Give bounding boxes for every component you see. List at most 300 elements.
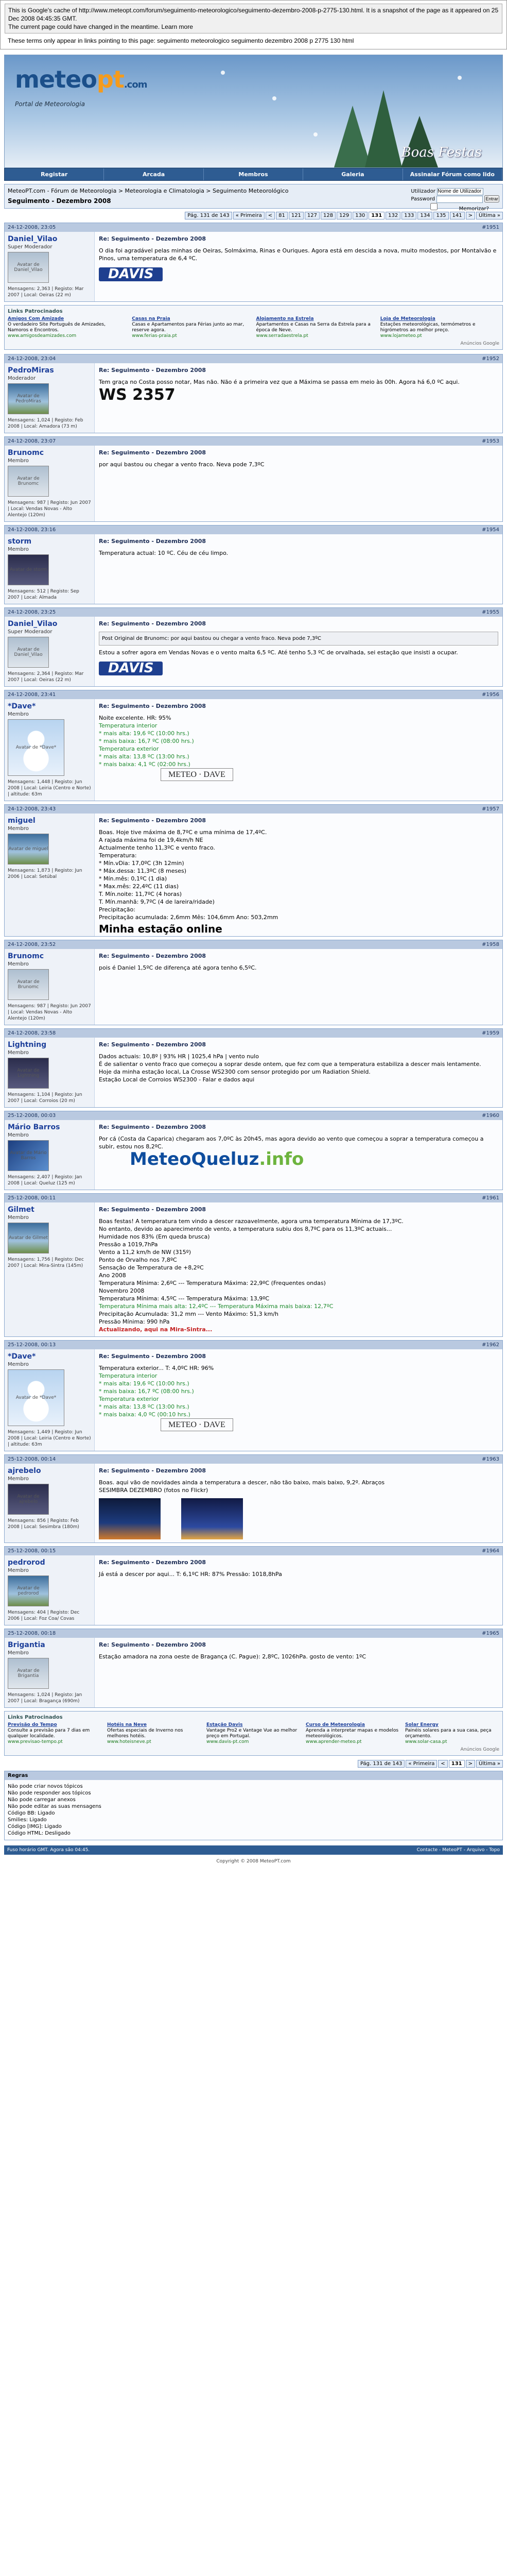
author-meta: Mensagens: 1,024 | Registo: Feb 2008 | Local: Amadora (73 m) bbox=[8, 418, 83, 429]
author-meta: Mensagens: 2,363 | Registo: Mar 2007 | Local: Oeiras (22 m) bbox=[8, 286, 84, 298]
post-title: Re: Seguimento - Dezembro 2008 bbox=[99, 1641, 206, 1648]
post-title: Re: Seguimento - Dezembro 2008 bbox=[99, 235, 206, 242]
page-prev[interactable]: < bbox=[438, 1760, 447, 1768]
post-line: * Max.mês: 22,4ºC (11 dias) bbox=[99, 883, 179, 890]
snowflake-icon bbox=[458, 76, 462, 80]
avatar: Avatar de Brunomc bbox=[8, 466, 49, 497]
author-rank: Moderador bbox=[8, 376, 36, 381]
ad-title[interactable]: Estação Davis bbox=[206, 1722, 243, 1727]
author-name[interactable]: storm bbox=[8, 537, 32, 546]
ad-item[interactable] bbox=[107, 1722, 201, 1745]
avatar: Avatar de Daniel_Vilao bbox=[8, 637, 49, 668]
post-header bbox=[5, 1629, 502, 1638]
avatar: Avatar de *Dave* bbox=[8, 719, 64, 776]
rule-line: Código BB: Ligado bbox=[8, 1810, 55, 1816]
author-rank: Membro bbox=[8, 1476, 29, 1482]
post-line: * Mín.vDia: 17,0ºC (3h 12min) bbox=[99, 860, 184, 867]
ad-url[interactable]: www.ferias-praia.pt bbox=[132, 333, 177, 338]
post-number[interactable]: #1953 bbox=[482, 438, 499, 444]
author-name[interactable]: Brunomc bbox=[8, 449, 44, 457]
page-link[interactable]: 135 bbox=[433, 212, 448, 219]
post-header bbox=[5, 1455, 502, 1464]
post-text: por aqui bastou ou chegar a vento fraco. Neva pode 7,3ºC bbox=[99, 461, 265, 468]
nav-members[interactable]: Membros bbox=[204, 168, 303, 180]
ad-title[interactable]: Curso de Meteorologia bbox=[306, 1722, 365, 1727]
author-rank: Membro bbox=[8, 547, 29, 552]
post-content bbox=[95, 1555, 502, 1625]
post-line: * Máx.dessa: 11,3ºC (8 meses) bbox=[99, 868, 187, 874]
tree-decoration bbox=[365, 90, 402, 167]
post-date: 24-12-2008, 23:07 bbox=[8, 438, 56, 444]
nav-gallery[interactable]: Galeria bbox=[303, 168, 403, 180]
post-line: T. Mín.noite: 11,7ºC (4 horas) bbox=[99, 891, 182, 897]
post-text: Noite excelente. HR: 95% bbox=[99, 715, 171, 721]
post-number[interactable]: #1956 bbox=[482, 692, 499, 698]
avatar: Avatar de ajrebelo bbox=[8, 1484, 49, 1515]
ad-title[interactable]: Previsão do Tempo bbox=[8, 1722, 57, 1727]
post-text: Boas. aqui vão de novidades ainda a temperatura a descer, não tão baixo, mais baixo, 9,2º. Abraços bbox=[99, 1479, 385, 1486]
post-line: Ano 2008 bbox=[99, 1272, 126, 1279]
post-date: 25-12-2008, 00:13 bbox=[8, 1342, 56, 1348]
post-title: Re: Seguimento - Dezembro 2008 bbox=[99, 817, 206, 824]
avatar: Avatar de Gilmet bbox=[8, 1223, 49, 1253]
author-name[interactable]: Mário Barros bbox=[8, 1123, 60, 1131]
post-date: 24-12-2008, 23:52 bbox=[8, 942, 56, 947]
post-body bbox=[5, 1555, 502, 1625]
nav-register[interactable]: Registar bbox=[5, 168, 104, 180]
forum-post bbox=[4, 1546, 503, 1625]
ad-description: Vantage Pro2 e Vantage Vue ao melhor preço em Portugal. bbox=[206, 1728, 298, 1739]
password-input[interactable] bbox=[436, 196, 483, 203]
breadcrumb-path[interactable]: MeteoPT.com - Fórum de Meteorologia > Meteorologia e Climatologia > Seguimento Meteorológico bbox=[8, 188, 289, 194]
ad-item[interactable] bbox=[206, 1722, 301, 1745]
post-line: Estação Local de Corroios WS2300 - Falar e dados aqui bbox=[99, 1076, 255, 1083]
post-date: 25-12-2008, 00:15 bbox=[8, 1548, 56, 1554]
username-label: Utilizador bbox=[411, 189, 435, 194]
ad-title[interactable]: Solar Energy bbox=[405, 1722, 439, 1727]
post-title: Re: Seguimento - Dezembro 2008 bbox=[99, 1467, 206, 1474]
post-content bbox=[95, 1464, 502, 1543]
ad-description: O verdadeiro Site Português de Amizades, Namoros e Encontros. bbox=[8, 322, 106, 333]
ad-item[interactable] bbox=[405, 1722, 499, 1745]
post-number[interactable]: #1965 bbox=[482, 1631, 499, 1636]
page-link[interactable]: 128 bbox=[321, 212, 336, 219]
post-line: Actualmente tenho 11,3ºC e vento fraco. bbox=[99, 844, 215, 851]
post-line: Novembro 2008 bbox=[99, 1287, 145, 1294]
post-number[interactable]: #1952 bbox=[482, 356, 499, 362]
author-rank: Membro bbox=[8, 711, 29, 717]
post-line: Temperatura interior bbox=[99, 1372, 158, 1379]
davis-signature-image: DAVIS bbox=[99, 267, 163, 281]
post-body bbox=[5, 949, 502, 1025]
post-line: Vento a 11,2 km/h de NW (315º) bbox=[99, 1249, 191, 1256]
page-link[interactable]: 133 bbox=[401, 212, 416, 219]
ad-description: Consulte a previsão para 7 dias em qualquer localidade. bbox=[8, 1728, 90, 1739]
post-title: Re: Seguimento - Dezembro 2008 bbox=[99, 538, 206, 545]
ad-description: Painéis solares para a sua casa, peça orçamento. bbox=[405, 1728, 492, 1739]
post-number[interactable]: #1957 bbox=[482, 806, 499, 812]
ad-url[interactable]: www.davis-pt.com bbox=[206, 1739, 249, 1744]
author-meta: Mensagens: 404 | Registo: Dec 2006 | Local: Foz Coa/ Covas bbox=[8, 1610, 80, 1621]
post-header bbox=[5, 526, 502, 534]
author-name[interactable]: Daniel_Vilao bbox=[8, 620, 58, 628]
quote-block: Post Original de Brunomc: por aqui bastou ou chegar a vento fraco. Neva pode 7,3ºC bbox=[99, 632, 498, 646]
post-author-panel bbox=[5, 232, 95, 301]
post-line: SESIMBRA DEZEMBRO (fotos no Flickr) bbox=[99, 1487, 208, 1494]
post-content bbox=[95, 534, 502, 604]
author-rank: Membro bbox=[8, 826, 29, 832]
post-line: Pressão Mínima: 990 hPa bbox=[99, 1318, 170, 1325]
password-label: Password bbox=[411, 196, 435, 202]
ad-description: Aprenda a interpretar mapas e modelos meteorológicos. bbox=[306, 1728, 399, 1739]
post-number[interactable]: #1960 bbox=[482, 1113, 499, 1118]
page-next[interactable]: > bbox=[466, 212, 475, 219]
post-number[interactable]: #1964 bbox=[482, 1548, 499, 1554]
page-current: 131 bbox=[369, 212, 384, 219]
post-content bbox=[95, 1638, 502, 1707]
meteo-dave-signature-image: METEO · DAVE bbox=[161, 768, 233, 781]
author-name[interactable]: Gilmet bbox=[8, 1206, 34, 1214]
page-last[interactable]: Última » bbox=[476, 212, 503, 219]
post-title: Re: Seguimento - Dezembro 2008 bbox=[99, 620, 206, 627]
avatar: Avatar de Daniel_Vilao bbox=[8, 252, 49, 283]
post-line: Sensação de Temperatura de +8,2ºC bbox=[99, 1264, 204, 1271]
author-meta: Mensagens: 856 | Registo: Feb 2008 | Local: Sesimbra (180m) bbox=[8, 1518, 79, 1530]
author-rank: Membro bbox=[8, 1050, 29, 1056]
post-body bbox=[5, 232, 502, 301]
ad-url[interactable]: www.previsao-tempo.pt bbox=[8, 1739, 63, 1744]
snowflake-icon bbox=[272, 96, 276, 100]
breadcrumb bbox=[4, 184, 503, 212]
ad-url[interactable]: www.lojameteo.pt bbox=[380, 333, 422, 338]
forum-post bbox=[4, 1028, 503, 1108]
post-header bbox=[5, 223, 502, 232]
avatar: Avatar de pedrorod bbox=[8, 1575, 49, 1606]
ad-header: Links Patrocinados bbox=[8, 309, 63, 314]
cache-line-1: This is Google's cache of http://www.meteopt.com/forum/seguimento-meteorologico/seguimento-dezembro-2008-p-2775-130.html. It is a snapshot of the page as it appeared on 25 Dec 2008 04:45:35 GMT. bbox=[8, 7, 499, 22]
author-meta: Mensagens: 2,407 | Registo: Jan 2008 | Local: Queluz (125 m) bbox=[8, 1175, 82, 1186]
author-name[interactable]: Daniel_Vilao bbox=[8, 235, 58, 243]
ad-url[interactable]: www.hoteisneve.pt bbox=[107, 1739, 151, 1744]
forum-post bbox=[4, 1340, 503, 1451]
forum-post bbox=[4, 1629, 503, 1708]
post-date: 25-12-2008, 00:14 bbox=[8, 1456, 56, 1462]
footer-bar bbox=[4, 1845, 503, 1855]
nav-mark-read[interactable]: Assinalar Fórum como lido bbox=[403, 168, 502, 180]
post-author-panel bbox=[5, 534, 95, 604]
post-content bbox=[95, 699, 502, 801]
cache-terms: These terms only appear in links pointing to this page: seguimento meteorologico seguimento dezembro 2008 p 2775 130 html bbox=[8, 37, 354, 44]
author-rank: Membro bbox=[8, 1568, 29, 1573]
post-author-panel bbox=[5, 814, 95, 936]
ad-title[interactable]: Alojamento na Estrela bbox=[256, 316, 314, 321]
post-text: Já está a descer por aqui... T: 6,1ºC HR: 87% Pressão: 1018,8hPa bbox=[99, 1571, 282, 1578]
sunset-photo bbox=[181, 1498, 243, 1539]
username-input[interactable] bbox=[437, 188, 483, 195]
remember-label: Memorizar? bbox=[459, 206, 489, 212]
forum-rules bbox=[4, 1771, 503, 1840]
rule-line: Não pode criar novos tópicos bbox=[8, 1784, 83, 1789]
ad-item[interactable] bbox=[306, 1722, 400, 1745]
ad-item[interactable] bbox=[380, 316, 499, 339]
post-line: * Mín.mês: 0,1ºC (1 dia) bbox=[99, 875, 167, 882]
post-line: * mais alta: 13,8 ºC (13:00 hrs.) bbox=[99, 753, 189, 760]
page-prev[interactable]: < bbox=[266, 212, 275, 219]
page-link[interactable]: 129 bbox=[337, 212, 352, 219]
author-rank: Membro bbox=[8, 1132, 29, 1138]
login-button[interactable]: Entrar bbox=[485, 196, 498, 201]
post-author-panel bbox=[5, 1202, 95, 1336]
post-text: Por cá (Costa da Caparica) chegaram aos 7,0ºC às 20h45, mas agora devido ao vento que começou a soprar a temperatura começou a subir, estou nos 8,2ºC. bbox=[99, 1136, 484, 1150]
post-author-panel bbox=[5, 949, 95, 1025]
author-meta: Mensagens: 1,756 | Registo: Dec 2007 | Local: Mira-Sintra (145m) bbox=[8, 1257, 84, 1268]
author-name[interactable]: ajrebelo bbox=[8, 1467, 41, 1475]
post-header bbox=[5, 1341, 502, 1349]
ad-url[interactable]: www.amigosdeamizades.com bbox=[8, 333, 77, 338]
post-line: Actualizando, aqui na Mira-Sintra... bbox=[99, 1326, 213, 1333]
nav-arcade[interactable]: Arcada bbox=[104, 168, 203, 180]
page-link[interactable]: 130 bbox=[353, 212, 368, 219]
author-rank: Membro bbox=[8, 458, 29, 464]
page-link[interactable]: 132 bbox=[386, 212, 400, 219]
author-rank: Super Moderador bbox=[8, 244, 53, 250]
author-meta: Mensagens: 512 | Registo: Sep 2007 | Local: Almada bbox=[8, 589, 79, 600]
author-name[interactable]: pedrorod bbox=[8, 1558, 45, 1567]
avatar: Avatar de storm bbox=[8, 554, 49, 585]
login-box bbox=[411, 188, 499, 213]
post-number[interactable]: #1963 bbox=[482, 1456, 499, 1462]
post-body bbox=[5, 363, 502, 433]
ad-description: Estações meteorológicas, termómetros e higrómetros ao melhor preço. bbox=[380, 322, 476, 333]
author-meta: Mensagens: 987 | Registo: Jun 2007 | Local: Vendas Novas - Alto Alentejo (120m) bbox=[8, 500, 91, 518]
site-logo[interactable]: meteopt.com bbox=[15, 65, 147, 93]
post-title: Re: Seguimento - Dezembro 2008 bbox=[99, 1124, 206, 1130]
post-header bbox=[5, 940, 502, 949]
ad-footer[interactable]: Anúncios Google bbox=[460, 341, 499, 346]
cache-line-2[interactable]: The current page could have changed in the meantime. Learn more bbox=[8, 23, 193, 30]
avatar: Avatar de *Dave* bbox=[8, 1369, 64, 1426]
ad-item[interactable] bbox=[132, 316, 251, 339]
page-link[interactable]: 134 bbox=[417, 212, 432, 219]
avatar: Avatar de Lightning bbox=[8, 1058, 49, 1089]
post-date: 24-12-2008, 23:58 bbox=[8, 1030, 56, 1036]
forum-post bbox=[4, 354, 503, 433]
post-line: Temperatura Mínima mais alta: 12,4ºC --- Temperatura Máxima mais baixa: 12,7ºC bbox=[99, 1303, 334, 1310]
post-line: Temperatura: bbox=[99, 852, 137, 859]
ad-description: Ofertas especiais de Inverno nos melhores hotéis. bbox=[107, 1728, 183, 1739]
page-count: Pág. 131 de 143 bbox=[185, 212, 232, 219]
post-title: Re: Seguimento - Dezembro 2008 bbox=[99, 367, 206, 374]
page-next[interactable]: > bbox=[466, 1760, 475, 1768]
rule-line: Código HTML: Desligado bbox=[8, 1831, 71, 1836]
page-link[interactable]: 81 bbox=[276, 212, 288, 219]
rule-line: Não pode carregar anexos bbox=[8, 1797, 76, 1803]
page-first[interactable]: « Primeira bbox=[233, 212, 265, 219]
post-number[interactable]: #1955 bbox=[482, 609, 499, 615]
post-number[interactable]: #1951 bbox=[482, 225, 499, 230]
page-current: 131 bbox=[449, 1760, 465, 1768]
post-author-panel bbox=[5, 1555, 95, 1625]
post-header bbox=[5, 1194, 502, 1202]
google-cache-header bbox=[0, 0, 507, 49]
post-line: Pressão a 1019,7hPa bbox=[99, 1241, 158, 1248]
author-rank: Super Moderador bbox=[8, 629, 53, 635]
ad-item[interactable] bbox=[256, 316, 375, 339]
post-title: Re: Seguimento - Dezembro 2008 bbox=[99, 449, 206, 456]
author-name[interactable]: PedroMiras bbox=[8, 366, 54, 375]
post-author-panel bbox=[5, 1349, 95, 1451]
author-name[interactable]: Lightning bbox=[8, 1041, 47, 1049]
post-text: O dia foi agradável pelas minhas de Oeiras, Solmáxima, Rinas e Ouriques. Agora está em descida a nova, muito modestos, por Montalvão e Pinos, uma temperatura de 6,4 ºC. bbox=[99, 247, 497, 262]
post-text: Temperatura exterior... T: 4,0ºC HR: 96% bbox=[99, 1365, 214, 1371]
ad-title[interactable]: Loja de Meteorologia bbox=[380, 316, 435, 321]
post-content bbox=[95, 446, 502, 521]
post-line: É de salientar o vento fraco que começou a soprar desde ontem, que fez com que a temperatura estabiliza a descer mais lentamente. bbox=[99, 1061, 481, 1067]
ad-footer[interactable]: Anúncios Google bbox=[460, 1747, 499, 1752]
post-body bbox=[5, 446, 502, 521]
author-name[interactable]: Brunomc bbox=[8, 952, 44, 960]
post-text: pois é Daniel 1,5ºC de diferença até agora tenho 6,5ºC. bbox=[99, 964, 257, 971]
season-greeting: Boas Festas bbox=[401, 145, 482, 160]
forum-post bbox=[4, 525, 503, 604]
post-header bbox=[5, 805, 502, 814]
post-text: Dados actuais: 10,8º | 93% HR | 1025,4 hPa | vento nulo bbox=[99, 1053, 259, 1060]
davis-signature-image: DAVIS bbox=[99, 662, 163, 675]
rules-header: Regras bbox=[5, 1771, 502, 1780]
ad-item[interactable] bbox=[8, 1722, 102, 1745]
page-navigation-bottom bbox=[0, 1760, 503, 1768]
post-line: Hoje da minha estação local, La Crosse WS2300 com sensor protegido por um Radiation Shield. bbox=[99, 1069, 371, 1075]
post-number[interactable]: #1958 bbox=[482, 942, 499, 947]
author-rank: Membro bbox=[8, 1215, 29, 1221]
post-header bbox=[5, 608, 502, 617]
site-banner bbox=[4, 55, 503, 168]
author-name[interactable]: *Dave* bbox=[8, 702, 36, 710]
station-link[interactable]: Minha estação online bbox=[99, 923, 222, 935]
page-link[interactable]: 141 bbox=[450, 212, 465, 219]
author-name[interactable]: miguel bbox=[8, 817, 36, 825]
post-text: Tem graça no Costa posso notar, Mas não. Não é a primeira vez que a Máxima se passa em meio às 00h. Agora há 6,0 ºC aqui. bbox=[99, 379, 460, 385]
post-line: * mais baixa: 4,1 ºC (02:00 hrs.) bbox=[99, 761, 190, 768]
rule-line: Código [IMG]: Ligado bbox=[8, 1824, 62, 1829]
ad-header: Links Patrocinados bbox=[8, 1715, 63, 1720]
meteo-dave-signature-image: METEO · DAVE bbox=[161, 1418, 233, 1431]
post-title: Re: Seguimento - Dezembro 2008 bbox=[99, 1353, 206, 1360]
post-content bbox=[95, 949, 502, 1025]
page-navigation bbox=[0, 212, 503, 219]
author-rank: Membro bbox=[8, 1362, 29, 1367]
post-text: Estou a sofrer agora em Vendas Novas e o vento malta 6,5 ºC. Até tenho 5,3 ºC de orvalhada, sei estação que insisti a ocupar. bbox=[99, 649, 458, 656]
post-line: * mais baixa: 16,7 ºC (08:00 hrs.) bbox=[99, 1388, 194, 1395]
ad-item[interactable] bbox=[8, 316, 127, 339]
station-model-image: WS 2357 bbox=[99, 386, 176, 404]
author-name[interactable]: *Dave* bbox=[8, 1352, 36, 1361]
post-body bbox=[5, 1120, 502, 1190]
post-date: 24-12-2008, 23:41 bbox=[8, 692, 56, 698]
timezone-note: Fuso horário GMT. Agora são 04:45. bbox=[7, 1848, 90, 1853]
post-author-panel bbox=[5, 699, 95, 801]
ad-title[interactable]: Casas na Praia bbox=[132, 316, 170, 321]
post-number[interactable]: #1959 bbox=[482, 1030, 499, 1036]
post-line: No entanto, devido ao aparecimento de vento, a temperatura subiu dos 8,7ºC para os 11,3ºC actuais... bbox=[99, 1226, 392, 1232]
ad-url[interactable]: www.aprender-meteo.pt bbox=[306, 1739, 362, 1744]
post-line: Temperatura Mínima: 2,6ºC --- Temperatura Máxima: 22,9ºC (Frequentes ondas) bbox=[99, 1280, 326, 1286]
post-line: Temperatura interior bbox=[99, 722, 158, 729]
ad-url[interactable]: www.solar-casa.pt bbox=[405, 1739, 447, 1744]
post-date: 24-12-2008, 23:43 bbox=[8, 806, 56, 812]
author-meta: Mensagens: 1,448 | Registo: Jun 2008 | Local: Leiria (Centro e Norte) | altitude: 63m bbox=[8, 779, 91, 797]
remember-checkbox[interactable] bbox=[411, 203, 457, 210]
post-line: Temperatura exterior bbox=[99, 1396, 159, 1402]
post-content bbox=[95, 1349, 502, 1451]
post-body bbox=[5, 534, 502, 604]
post-line: * mais alta: 13,8 ºC (13:00 hrs.) bbox=[99, 1403, 189, 1410]
post-title: Re: Seguimento - Dezembro 2008 bbox=[99, 1559, 206, 1566]
post-date: 25-12-2008, 00:03 bbox=[8, 1113, 56, 1118]
forum-post bbox=[4, 1193, 503, 1337]
post-line: * mais alta: 19,6 ºC (10:00 hrs.) bbox=[99, 730, 189, 737]
author-name[interactable]: Brigantia bbox=[8, 1641, 45, 1649]
ad-title[interactable]: Hotéis na Neve bbox=[107, 1722, 147, 1727]
page-link[interactable]: 127 bbox=[305, 212, 320, 219]
post-text: Boas festas! A temperatura tem vindo a descer razoavelmente, agora uma temperatura Mínima de 17,3ºC. bbox=[99, 1218, 404, 1225]
post-author-panel bbox=[5, 617, 95, 686]
post-text: Boas. Hoje tive máxima de 8,7ºC e uma mínima de 17,4ºC. bbox=[99, 829, 267, 836]
page-last[interactable]: Última » bbox=[476, 1760, 503, 1768]
post-title: Re: Seguimento - Dezembro 2008 bbox=[99, 1206, 206, 1213]
post-line: Humidade nos 83% (Em queda brusca) bbox=[99, 1233, 210, 1240]
footer-links[interactable]: Contacte - MeteoPT - Arquivo - Topo bbox=[416, 1848, 500, 1853]
copyright: Copyright © 2008 MeteoPT.com bbox=[216, 1859, 291, 1864]
post-line: * mais baixa: 16,7 ºC (08:00 hrs.) bbox=[99, 738, 194, 744]
post-number[interactable]: #1954 bbox=[482, 527, 499, 533]
author-rank: Membro bbox=[8, 961, 29, 967]
post-line: A rajada máxima foi de 19,4km/h NE bbox=[99, 837, 203, 843]
author-meta: Mensagens: 1,449 | Registo: Jun 2008 | Local: Leiria (Centro e Norte) | altitude: 63m bbox=[8, 1430, 91, 1447]
ad-url[interactable]: www.serradaestrela.pt bbox=[256, 333, 308, 338]
post-title: Re: Seguimento - Dezembro 2008 bbox=[99, 1041, 206, 1048]
author-meta: Mensagens: 987 | Registo: Jun 2007 | Local: Vendas Novas - Alto Alentejo (120m) bbox=[8, 1004, 91, 1021]
post-body bbox=[5, 1638, 502, 1707]
post-author-panel bbox=[5, 1638, 95, 1707]
post-title: Re: Seguimento - Dezembro 2008 bbox=[99, 953, 206, 959]
thread-title: Seguimento - Dezembro 2008 bbox=[8, 197, 111, 205]
post-body bbox=[5, 1349, 502, 1451]
post-content bbox=[95, 617, 502, 686]
author-meta: Mensagens: 1,104 | Registo: Jun 2007 | Local: Corroios (20 m) bbox=[8, 1092, 82, 1104]
page-first[interactable]: « Primeira bbox=[406, 1760, 437, 1768]
post-body bbox=[5, 617, 502, 686]
post-line: Ponto de Orvalho nos 7,8ºC bbox=[99, 1257, 177, 1263]
post-number[interactable]: #1962 bbox=[482, 1342, 499, 1348]
post-header bbox=[5, 354, 502, 363]
post-body bbox=[5, 1464, 502, 1543]
post-line: T. Mín.manhã: 9,7ºC (4 de lareira/ridade) bbox=[99, 899, 215, 905]
ad-description: Casas e Apartamentos para Férias junto ao mar, reserve agora. bbox=[132, 322, 244, 333]
post-date: 24-12-2008, 23:16 bbox=[8, 527, 56, 533]
post-line: Precipitação: bbox=[99, 906, 135, 913]
post-number[interactable]: #1961 bbox=[482, 1195, 499, 1201]
forum-post bbox=[4, 436, 503, 522]
post-header bbox=[5, 1029, 502, 1038]
ad-title[interactable]: Amigos Com Amizade bbox=[8, 316, 64, 321]
rule-line: Não pode editar as suas mensagens bbox=[8, 1804, 101, 1809]
post-line: Precipitação acumulada: 2,6mm Mês: 104,6mm Ano: 503,2mm bbox=[99, 914, 278, 921]
rule-line: Smilies: Ligado bbox=[8, 1817, 47, 1823]
page-link[interactable]: 121 bbox=[289, 212, 304, 219]
post-line: * mais alta: 19,6 ºC (10:00 hrs.) bbox=[99, 1380, 189, 1387]
avatar: Avatar de PedroMiras bbox=[8, 383, 49, 414]
